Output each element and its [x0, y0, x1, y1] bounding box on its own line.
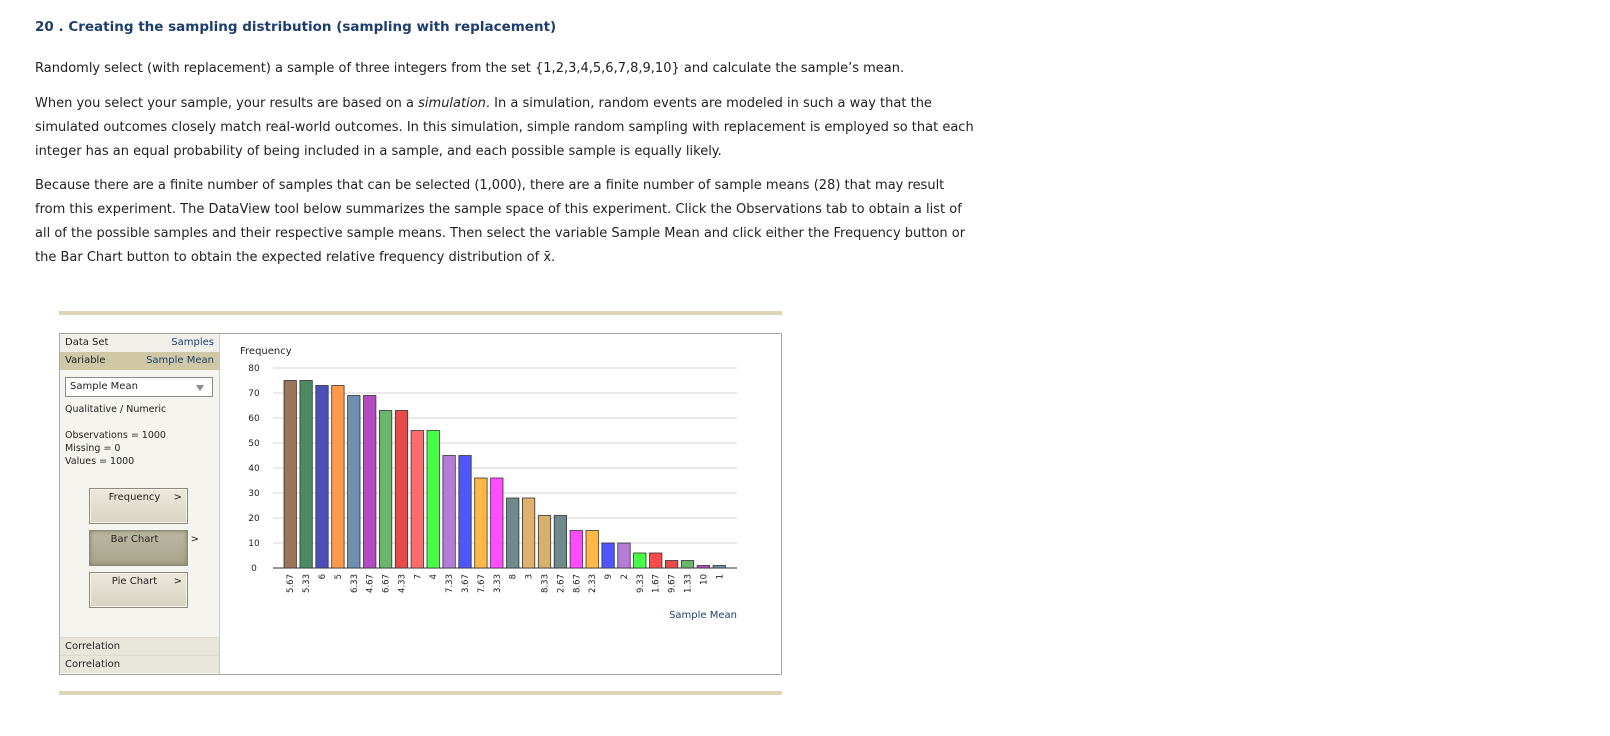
x-tick-label: 2.33 [588, 574, 599, 593]
simulation-text-after: . In a simulation, random events are modeled in such a way that the simulated outcomes closely match real-world outcomes. In this simulation, simple random sampling with replacement is employed so that each integer has an equal probability of being included in a sample, and each possible sample is equally likely. [35, 96, 974, 159]
x-tick-label: 2 [619, 574, 630, 580]
bar-5.33[interactable] [300, 381, 312, 569]
bar-2.33[interactable] [586, 531, 598, 569]
bar-7.33[interactable] [443, 456, 455, 569]
pie-chart-button-label: Pie Chart [111, 576, 158, 587]
simulation-text-before: When you select your sample, your results are based on a [35, 96, 419, 111]
y-tick-label: 0 [251, 564, 257, 574]
bar-10[interactable] [697, 566, 709, 569]
bar-4.33[interactable] [395, 411, 407, 569]
data-set-value: Samples [171, 337, 214, 348]
correlation-row-1[interactable] [60, 637, 219, 655]
tool-top-rule [59, 311, 782, 315]
bar-3.33[interactable] [491, 478, 503, 568]
x-tick-label: 3.33 [492, 574, 503, 593]
x-tick-label: 5.67 [286, 574, 297, 593]
bar-chart [220, 334, 780, 674]
dataview-sidebar [60, 334, 220, 674]
bar-4[interactable] [427, 431, 439, 569]
x-tick-label: 5 [333, 574, 344, 580]
y-tick-label: 80 [248, 364, 260, 374]
variable-label: Variable [65, 355, 106, 366]
x-tick-label: 9.67 [667, 574, 678, 593]
x-tick-label: 4.67 [365, 574, 376, 593]
x-tick-label: 2.67 [556, 574, 567, 593]
correlation-row-2[interactable] [60, 655, 219, 673]
bar-7.67[interactable] [475, 478, 487, 568]
bar-8.33[interactable] [538, 516, 550, 569]
frequency-caret-icon: > [173, 492, 182, 503]
dataview-tool [59, 333, 782, 675]
missing-count: Missing = 0 [65, 443, 121, 454]
pie-chart-caret-icon: > [173, 576, 182, 587]
simulation-paragraph [35, 92, 975, 164]
x-tick-label: 4.33 [397, 574, 408, 593]
x-tick-label: 7 [413, 574, 424, 580]
x-axis-title: Sample Mean [669, 610, 737, 621]
x-tick-label: 3.67 [461, 574, 471, 593]
y-axis-title: Frequency [240, 346, 292, 357]
bar-9.67[interactable] [665, 561, 677, 569]
y-tick-label: 40 [248, 464, 260, 474]
variable-row[interactable] [60, 352, 219, 370]
y-tick-label: 30 [248, 489, 260, 499]
bar-5.67[interactable] [284, 381, 296, 569]
data-set-row[interactable] [60, 334, 219, 352]
bar-chart-button-label: Bar Chart [110, 534, 159, 545]
bar-2.67[interactable] [554, 516, 566, 569]
y-tick-label: 10 [248, 539, 260, 549]
bar-chart-caret-icon: > [190, 534, 199, 545]
x-tick-label: 1.33 [683, 574, 694, 593]
bar-chart-panel [220, 334, 780, 674]
dataview-instructions-paragraph: Because there are a finite number of samples that can be selected (1,000), there are a finite number of sample means (28) that may result from this experiment. The DataView tool below summarizes the sample space of this experiment. Click the Observations tab to obtain a list of all of the possible samples and their respective sample means. Then select the variable Sample Mean and click either the Frequency button or the Bar Chart button to obtain the expected relative frequency distribution of x̄. [35, 178, 966, 265]
variable-type: Qualitative / Numeric [65, 404, 167, 415]
bar-8.67[interactable] [570, 531, 582, 569]
correlation-label-1: Correlation [65, 641, 121, 652]
bar-2[interactable] [618, 543, 630, 568]
x-tick-label: 9 [604, 574, 615, 580]
variable-select-value: Sample Mean [70, 381, 138, 392]
variable-value: Sample Mean [146, 355, 214, 366]
x-tick-label: 5.33 [302, 574, 313, 593]
bar-3.67[interactable] [459, 456, 471, 569]
variable-select[interactable] [65, 377, 213, 397]
values-count: Values = 1000 [65, 456, 135, 467]
bar-chart-button[interactable] [89, 530, 199, 566]
frequency-button-label: Frequency [108, 492, 161, 503]
y-tick-label: 60 [248, 414, 260, 424]
x-tick-label: 8 [508, 574, 519, 580]
y-tick-label: 50 [248, 439, 260, 449]
bar-9[interactable] [602, 543, 614, 568]
x-tick-label: 6.33 [349, 574, 360, 593]
x-tick-label: 6.67 [381, 574, 392, 593]
x-tick-label: 1.67 [651, 574, 662, 593]
bar-5[interactable] [332, 386, 344, 569]
bar-3[interactable] [522, 498, 534, 568]
x-tick-label: 6 [318, 574, 328, 580]
data-set-label: Data Set [65, 337, 109, 348]
bar-6[interactable] [316, 386, 328, 569]
simulation-term: simulation [418, 96, 486, 111]
y-tick-label: 20 [248, 514, 260, 524]
bar-4.67[interactable] [364, 396, 376, 569]
bar-9.33[interactable] [634, 553, 646, 568]
x-tick-label: 1 [715, 574, 726, 580]
tool-bottom-rule [59, 691, 782, 695]
correlation-label-2: Correlation [65, 659, 121, 670]
observations-count: Observations = 1000 [65, 430, 166, 441]
dropdown-arrow-icon[interactable] [196, 385, 204, 391]
bar-1.67[interactable] [650, 553, 662, 568]
bar-8[interactable] [507, 498, 519, 568]
x-tick-label: 9.33 [635, 574, 646, 593]
x-tick-label: 10 [699, 574, 710, 585]
bar-1.33[interactable] [681, 561, 693, 569]
x-tick-label: 8.33 [540, 574, 551, 593]
question-title: 20 . Creating the sampling distribution (sampling with replacement) [35, 19, 557, 35]
y-tick-label: 70 [248, 389, 260, 399]
x-tick-label: 3 [524, 574, 535, 580]
bar-6.33[interactable] [348, 396, 360, 569]
x-tick-label: 7.67 [476, 574, 487, 593]
x-tick-label: 4 [429, 574, 440, 580]
x-tick-label: 8.67 [572, 574, 583, 593]
bar-7[interactable] [411, 431, 423, 569]
x-tick-label: 7.33 [445, 574, 456, 593]
bar-6.67[interactable] [379, 411, 391, 569]
instruction-paragraph-1: Randomly select (with replacement) a sample of three integers from the set {1,2,3,4,5,6,7,8,9,10} and calculate the sample’s mean. [35, 61, 905, 76]
frequency-button[interactable] [89, 488, 188, 524]
pie-chart-button[interactable] [89, 572, 188, 608]
bar-1[interactable] [713, 566, 725, 569]
